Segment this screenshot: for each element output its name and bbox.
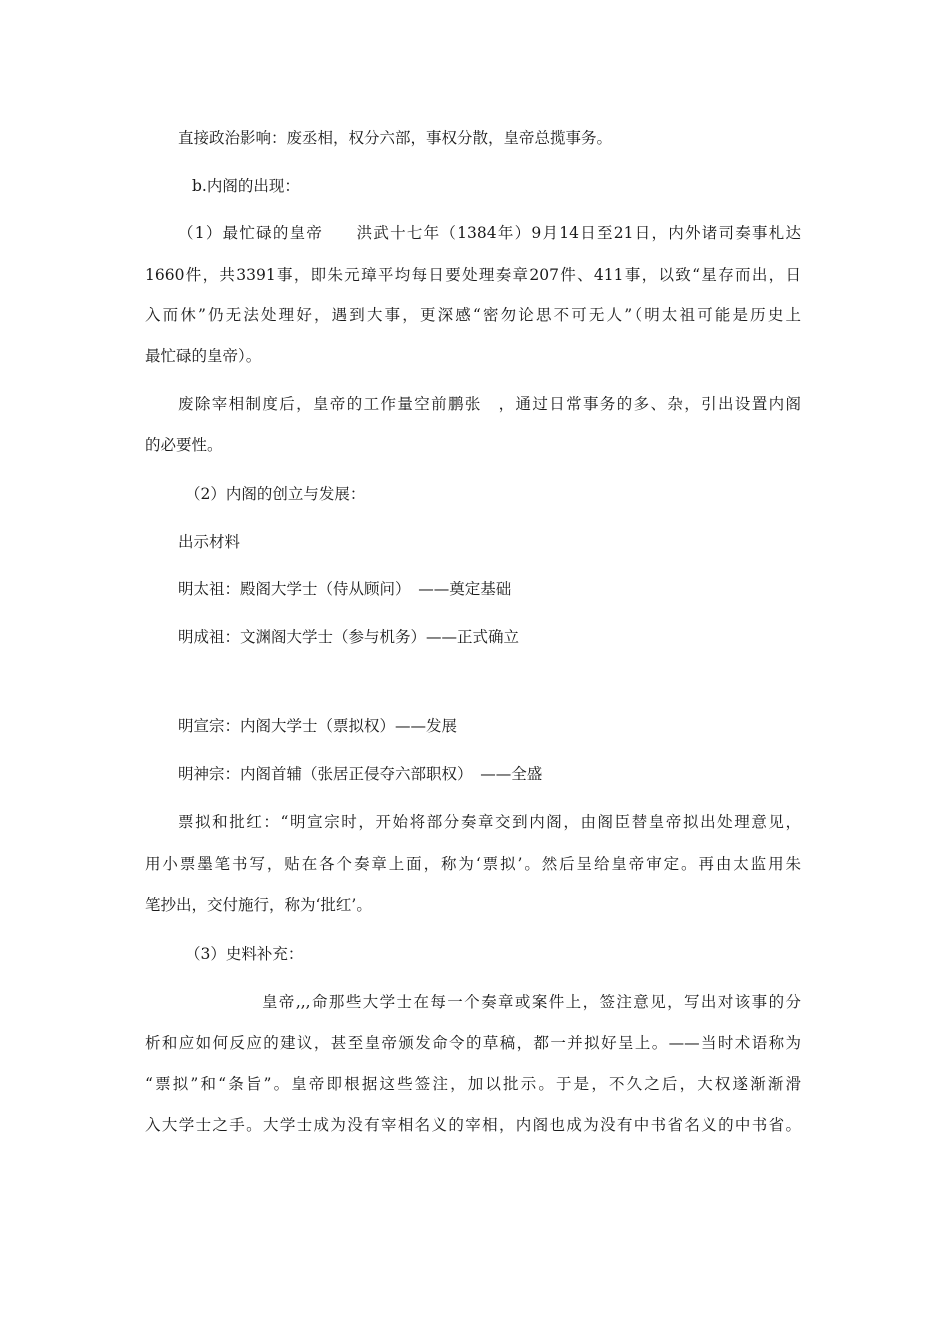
- paragraph-piaoni-line-2: 用小票墨笔书写，贴在各个奏章上面，称为‘票拟’。然后呈给皇帝审定。再由太监用朱: [145, 855, 801, 873]
- paragraph-show-material: 出示材料: [178, 533, 241, 551]
- paragraph-supplement-line-4: 入大学士之手。大学士成为没有宰相名义的宰相，内阁也成为没有中书省名义的中书省。: [145, 1116, 801, 1134]
- paragraph-busiest-emperor-line-2: 1660件，共3391事，即朱元璋平均每日要处理奏章207件、411事，以致“星存而出，日: [145, 266, 801, 284]
- section-heading-historical-supplement: （3）史料补充：: [185, 945, 304, 963]
- paragraph-supplement-line-1: 皇帝,,,命那些大学士在每一个奏章或案件上，签注意见，写出对该事的分: [262, 993, 801, 1011]
- paragraph-workload-line-1: 废除宰相制度后，皇帝的工作量空前鹏张 ，通过日常事务的多、杂，引出设置内阁: [178, 395, 801, 413]
- section-heading-cabinet-development: （2）内阁的创立与发展：: [185, 485, 366, 503]
- list-item-ming-xuanzong: 明宣宗：内阁大学士（票拟权）——发展: [178, 717, 458, 735]
- paragraph-workload-line-2: 的必要性。: [145, 436, 223, 454]
- paragraph-supplement-line-3: “票拟”和“条旨”。皇帝即根据这些签注，加以批示。于是，不久之后，大权遂渐渐滑: [145, 1075, 801, 1093]
- paragraph-piaoni-line-3: 笔抄出，交付施行，称为‘批红’。: [145, 896, 372, 914]
- paragraph-busiest-emperor-line-3: 入而休”仍无法处理好，遇到大事，更深感“密勿论思不可无人”（明太祖可能是历史上: [145, 306, 801, 324]
- section-heading-cabinet-origin: b.内阁的出现：: [192, 177, 300, 195]
- list-item-ming-chengzu: 明成祖：文渊阁大学士（参与机务）——正式确立: [178, 628, 520, 646]
- paragraph-piaoni-line-1: 票拟和批红：“明宣宗时，开始将部分奏章交到内阁，由阁臣替皇帝拟出处理意见，: [178, 813, 801, 831]
- list-item-ming-shenzong: 明神宗：内阁首辅（张居正侵夺六部职权） ——全盛: [178, 765, 543, 783]
- paragraph-busiest-emperor-line-4: 最忙碌的皇帝）。: [145, 347, 262, 365]
- list-item-ming-taizu: 明太祖：殿阁大学士（侍从顾问） ——奠定基础: [178, 580, 512, 598]
- paragraph-supplement-line-2: 析和应如何反应的建议，甚至皇帝颁发命令的草稿，都一并拟好呈上。——当时术语称为: [145, 1034, 801, 1052]
- paragraph-political-impact: 直接政治影响：废丞相，权分六部，事权分散，皇帝总揽事务。: [178, 129, 613, 147]
- paragraph-busiest-emperor-line-1: （1）最忙碌的皇帝 洪武十七年（1384年）9月14日至21日，内外诸司奏事札达: [178, 224, 801, 242]
